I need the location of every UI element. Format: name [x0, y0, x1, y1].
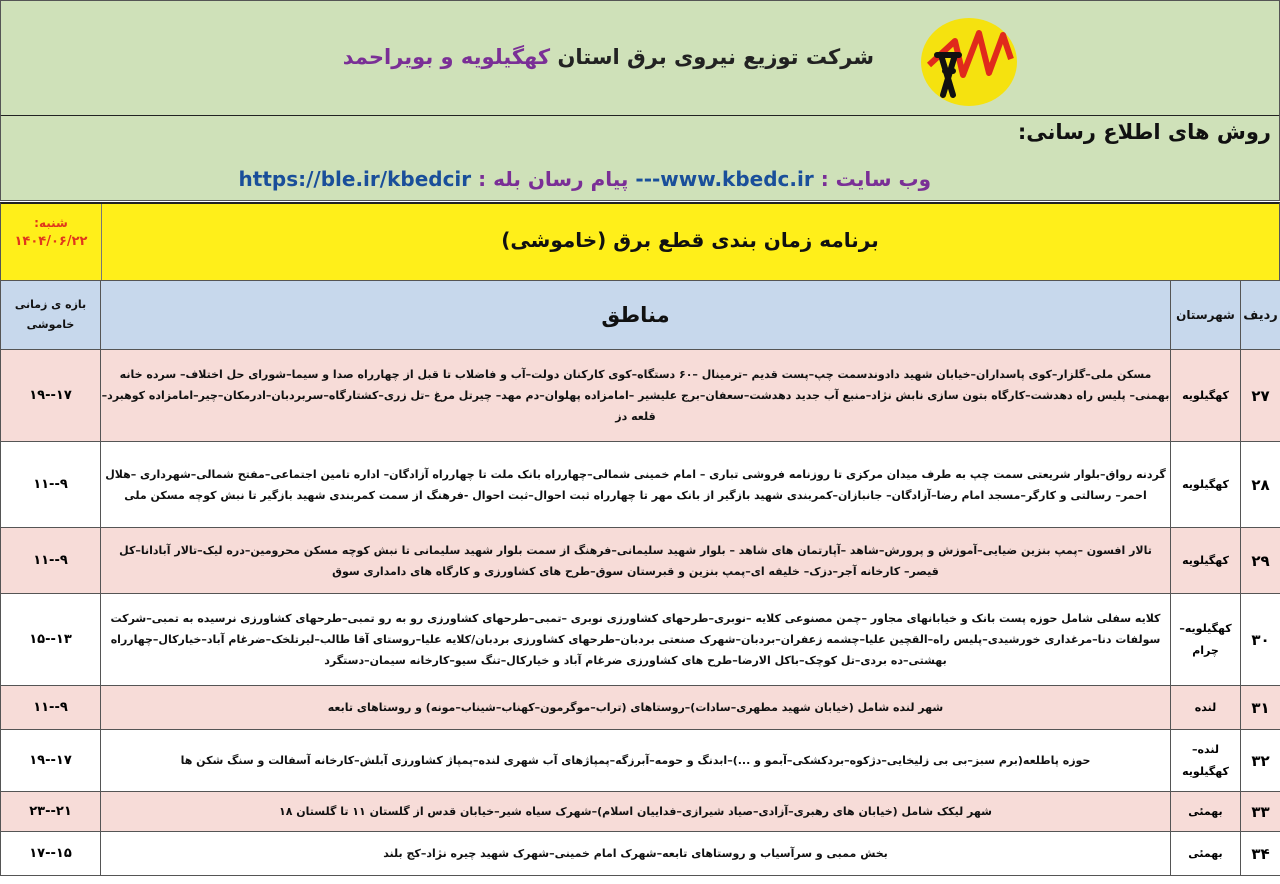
table-row [1, 350, 1280, 442]
day-label: شنبه: [34, 216, 68, 230]
date-label: ۱۴۰۴/۰۶/۲۲ [14, 234, 88, 249]
outage-table [0, 280, 1280, 876]
table-row [1, 594, 1280, 686]
site-link[interactable]: www.kbedc.ir [660, 167, 814, 191]
row-city: کهگیلویه– چرام [1171, 594, 1241, 686]
row-areas: حوزه پاطلعه(برم سبز–بی بی زلیخایی–دژکوه–بردکشکی–آبمو و ...)–ابدنگ و حومه–آبرزگه–پمپاژهای آب شهری لنده–پمپاژ کشاورزی آبلش–کارخانه آسفالت و سنگ شکن ها [101, 730, 1171, 792]
date-box [1, 204, 102, 280]
row-time-range: ۱۱--۹ [1, 686, 101, 730]
row-city: بهمئی [1171, 792, 1241, 832]
header-city: شهرستان [1171, 281, 1241, 350]
row-time-range: ۲۳--۲۱ [1, 792, 101, 832]
row-city: کهگیلویه [1171, 528, 1241, 594]
row-number: ۲۸ [1241, 442, 1280, 528]
row-number: ۳۳ [1241, 792, 1280, 832]
schedule-title: برنامه زمان بندی قطع برق (خاموشی) [501, 228, 879, 252]
table-row [1, 832, 1280, 876]
info-panel [0, 116, 1280, 201]
header-areas: مناطق [101, 281, 1171, 350]
row-number: ۲۹ [1241, 528, 1280, 594]
row-areas: شهر لیکک شامل (خیابان های رهبری–آزادی–صیاد شیرازی–فداییان اسلام)–شهرک سیاه شیر–خیابان قدس از گلستان ۱۱ تا گلستان ۱۸ [101, 792, 1171, 832]
site-label: وب سایت : [820, 167, 931, 191]
row-areas: بخش ممبی و سرآسیاب و روستاهای تابعه–شهرک امام خمینی–شهرک شهید چیره نژاد–کج بلند [101, 832, 1171, 876]
province-name: کهگیلویه و بویراحمد [342, 45, 551, 69]
row-time-range: ۱۹--۱۷ [1, 350, 101, 442]
messenger-label: پیام رسان بله : [478, 167, 629, 191]
separator: --- [635, 167, 661, 191]
header-time-range: بازه ی زمانی خاموشی [1, 281, 101, 350]
row-time-range: ۱۱--۹ [1, 442, 101, 528]
header-row-number: ردیف [1241, 281, 1280, 350]
row-areas: کلایه سفلی شامل حوزه پست بانک و خیابانهای مجاور –چمن مصنوعی کلایه –نوبری–طرحهای کشاورزی نوبری –تمبی–طرحهای کشاورزی رو به رو تمبی–طرحهای کشاورزی نرسیده به تمبی–شرکت سولفات دنا–مرغداری خورشیدی–پلیس راه–القچین علیا–چشمه زعفران–بردبان–شهرک صنعتی بردبان–طرحهای کشاورزی بردبان/کلایه علیا–روستای آقا طالب–لیرتلخک–ضرغام آباد–خیارکال–چهارراه بهشتی–ده بردی–تل کوچک–باکل الارضا–طرح های کشاورزی ضرغام آباد و خیارکال–تنگ سیو–کارخانه سیمان–دستگرد [101, 594, 1171, 686]
row-number: ۳۰ [1241, 594, 1280, 686]
row-areas: تالار افسون –پمپ بنزین ضیایی–آموزش و پرورش–شاهد –آپارتمان های شاهد – بلوار شهید سلیمانی–فرهنگ از سمت بلوار شهید سلیمانی تا نبش کوچه مسکن محرومین–دره لیک–تالار آبادانا–کل قیصر– کارخانه آجر–دزک– خلیفه ای–پمپ بنزین و قبرستان سوق–طرح های کشاورزی و کارگاه های دامداری سوق [101, 528, 1171, 594]
row-time-range: ۱۵--۱۳ [1, 594, 101, 686]
row-city: کهگیلویه [1171, 350, 1241, 442]
row-time-range: ۱۱--۹ [1, 528, 101, 594]
schedule-banner [0, 202, 1280, 281]
row-areas: مسکن ملی–گلزار–کوی پاسداران–خیابان شهید دادوندسمت چپ–پست قدیم –ترمینال –۶۰ دستگاه–کوی کارکنان دولت–آب و فاضلاب تا قبل از چهارراه صدا و سیما–شورای حل اختلاف– سرده خانه بهمنی– پلیس راه دهدشت–کارگاه بتون سازی نابش نژاد–منبع آب جدید دهدشت–سعفان–برج علیشیر –امامزاده پهلوان–دم مهد– چیرتل مرغ –تل زری–کشتارگاه–سربردبان–ادرمکان–چیر–امامزاده کوهبرد– قلعه دز [101, 350, 1171, 442]
row-time-range: ۱۷--۱۵ [1, 832, 101, 876]
row-number: ۳۲ [1241, 730, 1280, 792]
table-body [1, 350, 1280, 876]
row-city: لنده– کهگیلویه [1171, 730, 1241, 792]
row-city: کهگیلویه [1171, 442, 1241, 528]
messenger-link[interactable]: https://ble.ir/kbedcir [238, 167, 472, 191]
electricity-company-logo-icon [919, 15, 1019, 107]
table-row [1, 686, 1280, 730]
row-number: ۳۴ [1241, 832, 1280, 876]
table-row [1, 528, 1280, 594]
row-areas: گردنه رواق–بلوار شریعتی سمت چپ به طرف میدان مرکزی تا روزنامه فروشی تباری – امام خمینی شمالی–چهارراه بانک ملت تا چهارراه آزادگان– اداره تامین اجتماعی–مفتح شمالی–شهرداری –هلال احمر– رسالتی و کارگر–مسجد امام رضا–آزادگان– جانبازان–کمربندی شهید بازگیر از بانک مهر تا چهارراه ثبت احوال–ثبت احوال -فرهنگ از سمت کمربندی شهید بازگیر تا نبش کوچه مسکن ملی [101, 442, 1171, 528]
company-name: شرکت توزیع نیروی برق استان [557, 45, 874, 69]
row-areas: شهر لنده شامل (خیابان شهید مطهری–سادات)–روستاهای (تراب–موگرمون–کهناب–شیناب–مونه) و روستاهای تابعه [101, 686, 1171, 730]
table-row [1, 730, 1280, 792]
row-city: لنده [1171, 686, 1241, 730]
info-links [239, 167, 931, 191]
row-time-range: ۱۹--۱۷ [1, 730, 101, 792]
table-header-row [1, 281, 1280, 350]
table-row [1, 442, 1280, 528]
header-panel [0, 0, 1280, 117]
table-row [1, 792, 1280, 832]
info-title: روش های اطلاع رسانی: [1017, 120, 1271, 144]
row-number: ۳۱ [1241, 686, 1280, 730]
row-number: ۲۷ [1241, 350, 1280, 442]
company-title [343, 45, 874, 69]
row-city: بهمئی [1171, 832, 1241, 876]
